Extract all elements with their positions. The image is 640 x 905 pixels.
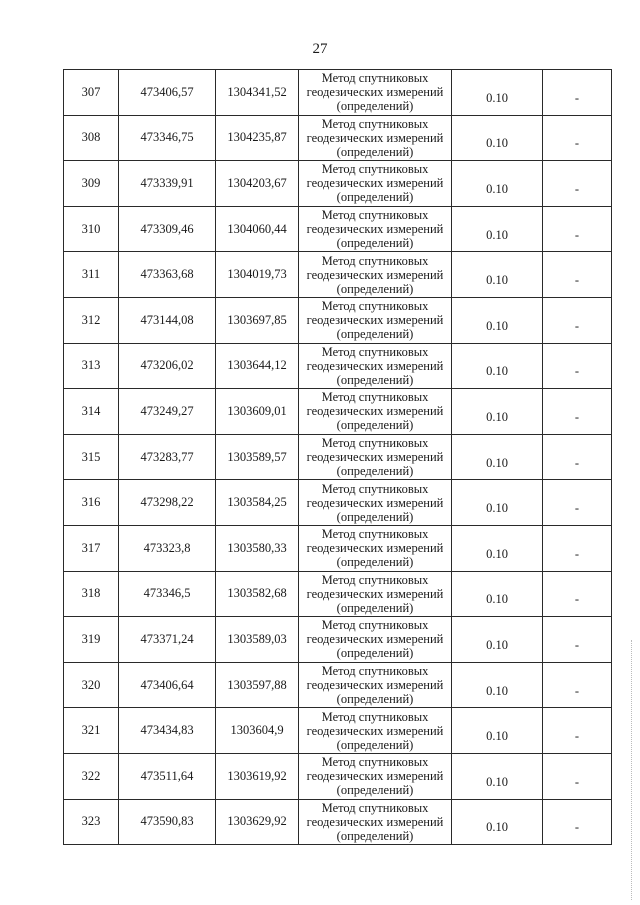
table-row bbox=[64, 343, 612, 389]
table-row bbox=[64, 252, 612, 298]
method-text-line: Метод спутниковых bbox=[321, 572, 429, 587]
method-cell bbox=[299, 389, 452, 435]
table-row bbox=[64, 799, 612, 845]
x-coordinate-cell: 473206,02 bbox=[119, 343, 216, 389]
method-text-line: геодезических измерений bbox=[306, 313, 444, 328]
method-text-line: геодезических измерений bbox=[306, 586, 444, 601]
note-cell: - bbox=[543, 480, 612, 526]
method-text-line: Метод спутниковых bbox=[321, 253, 429, 268]
point-number-cell: 312 bbox=[64, 297, 119, 343]
table-row bbox=[64, 297, 612, 343]
note-cell: - bbox=[543, 525, 612, 571]
note-cell: - bbox=[543, 708, 612, 754]
point-number-cell: 308 bbox=[64, 115, 119, 161]
note-cell: - bbox=[543, 343, 612, 389]
x-coordinate-cell: 473511,64 bbox=[119, 753, 216, 799]
y-coordinate-cell: 1303580,33 bbox=[216, 525, 299, 571]
note-cell: - bbox=[543, 70, 612, 116]
method-text-line: Метод спутниковых bbox=[321, 71, 429, 86]
method-cell bbox=[299, 571, 452, 617]
accuracy-cell: 0.10 bbox=[452, 571, 543, 617]
method-text-line: Метод спутниковых bbox=[321, 344, 429, 359]
method-text-line: Метод спутниковых bbox=[321, 436, 429, 451]
point-number-cell: 315 bbox=[64, 434, 119, 480]
method-text-line: геодезических измерений bbox=[306, 176, 444, 191]
table-row bbox=[64, 161, 612, 207]
x-coordinate-cell: 473339,91 bbox=[119, 161, 216, 207]
accuracy-cell: 0.10 bbox=[452, 662, 543, 708]
point-number-cell: 320 bbox=[64, 662, 119, 708]
note-cell: - bbox=[543, 161, 612, 207]
method-cell bbox=[299, 662, 452, 708]
method-text-line: геодезических измерений bbox=[306, 678, 444, 693]
accuracy-cell: 0.10 bbox=[452, 708, 543, 754]
method-text-line: Метод спутниковых bbox=[321, 800, 429, 815]
page-number: 27 bbox=[312, 41, 328, 57]
method-text-line: (определений) bbox=[336, 418, 414, 433]
accuracy-cell: 0.10 bbox=[452, 617, 543, 663]
accuracy-cell: 0.10 bbox=[452, 753, 543, 799]
x-coordinate-cell: 473144,08 bbox=[119, 297, 216, 343]
table-row bbox=[64, 70, 612, 116]
point-number-cell: 319 bbox=[64, 617, 119, 663]
method-cell bbox=[299, 297, 452, 343]
note-cell: - bbox=[543, 115, 612, 161]
table-row bbox=[64, 708, 612, 754]
y-coordinate-cell: 1303589,57 bbox=[216, 434, 299, 480]
accuracy-cell: 0.10 bbox=[452, 799, 543, 845]
method-text-line: геодезических измерений bbox=[306, 769, 444, 784]
x-coordinate-cell: 473346,75 bbox=[119, 115, 216, 161]
accuracy-cell: 0.10 bbox=[452, 252, 543, 298]
y-coordinate-cell: 1304060,44 bbox=[216, 206, 299, 252]
table-row bbox=[64, 434, 612, 480]
method-text-line: (определений) bbox=[336, 600, 414, 615]
method-text-line: (определений) bbox=[336, 464, 414, 479]
scan-artifact bbox=[631, 640, 638, 900]
point-number-cell: 321 bbox=[64, 708, 119, 754]
table-row bbox=[64, 389, 612, 435]
method-cell bbox=[299, 252, 452, 298]
x-coordinate-cell: 473346,5 bbox=[119, 571, 216, 617]
table-row bbox=[64, 662, 612, 708]
method-text-line: геодезических измерений bbox=[306, 130, 444, 145]
method-text-line: Метод спутниковых bbox=[321, 755, 429, 770]
accuracy-cell: 0.10 bbox=[452, 115, 543, 161]
y-coordinate-cell: 1303589,03 bbox=[216, 617, 299, 663]
method-text-line: (определений) bbox=[336, 281, 414, 296]
method-cell bbox=[299, 343, 452, 389]
note-cell: - bbox=[543, 434, 612, 480]
method-text-line: Метод спутниковых bbox=[321, 481, 429, 496]
method-text-line: геодезических измерений bbox=[306, 632, 444, 647]
method-text-line: Метод спутниковых bbox=[321, 390, 429, 405]
y-coordinate-cell: 1303629,92 bbox=[216, 799, 299, 845]
method-text-line: (определений) bbox=[336, 509, 414, 524]
y-coordinate-cell: 1303609,01 bbox=[216, 389, 299, 435]
accuracy-cell: 0.10 bbox=[452, 297, 543, 343]
method-text-line: (определений) bbox=[336, 555, 414, 570]
method-cell bbox=[299, 161, 452, 207]
method-cell bbox=[299, 708, 452, 754]
x-coordinate-cell: 473406,64 bbox=[119, 662, 216, 708]
x-coordinate-cell: 473590,83 bbox=[119, 799, 216, 845]
method-text-line: Метод спутниковых bbox=[321, 162, 429, 177]
method-text-line: геодезических измерений bbox=[306, 358, 444, 373]
method-cell bbox=[299, 70, 452, 116]
method-text-line: геодезических измерений bbox=[306, 814, 444, 829]
note-cell: - bbox=[543, 753, 612, 799]
method-cell bbox=[299, 525, 452, 571]
y-coordinate-cell: 1304203,67 bbox=[216, 161, 299, 207]
y-coordinate-cell: 1303644,12 bbox=[216, 343, 299, 389]
point-number-cell: 311 bbox=[64, 252, 119, 298]
method-text-line: (определений) bbox=[336, 692, 414, 707]
point-number-cell: 314 bbox=[64, 389, 119, 435]
coordinates-table bbox=[63, 69, 612, 845]
accuracy-cell: 0.10 bbox=[452, 206, 543, 252]
method-text-line: (определений) bbox=[336, 828, 414, 843]
accuracy-cell: 0.10 bbox=[452, 343, 543, 389]
x-coordinate-cell: 473323,8 bbox=[119, 525, 216, 571]
note-cell: - bbox=[543, 389, 612, 435]
method-text-line: (определений) bbox=[336, 646, 414, 661]
method-text-line: геодезических измерений bbox=[306, 723, 444, 738]
accuracy-cell: 0.10 bbox=[452, 389, 543, 435]
method-text-line: (определений) bbox=[336, 236, 414, 251]
note-cell: - bbox=[543, 662, 612, 708]
accuracy-cell: 0.10 bbox=[452, 480, 543, 526]
note-cell: - bbox=[543, 617, 612, 663]
x-coordinate-cell: 473283,77 bbox=[119, 434, 216, 480]
method-text-line: геодезических измерений bbox=[306, 222, 444, 237]
note-cell: - bbox=[543, 571, 612, 617]
note-cell: - bbox=[543, 252, 612, 298]
y-coordinate-cell: 1304019,73 bbox=[216, 252, 299, 298]
note-cell: - bbox=[543, 799, 612, 845]
method-cell bbox=[299, 799, 452, 845]
table-row bbox=[64, 206, 612, 252]
point-number-cell: 318 bbox=[64, 571, 119, 617]
note-cell: - bbox=[543, 297, 612, 343]
method-text-line: (определений) bbox=[336, 372, 414, 387]
method-text-line: геодезических измерений bbox=[306, 404, 444, 419]
x-coordinate-cell: 473298,22 bbox=[119, 480, 216, 526]
method-text-line: Метод спутниковых bbox=[321, 664, 429, 679]
table-row bbox=[64, 115, 612, 161]
method-text-line: (определений) bbox=[336, 737, 414, 752]
table-row bbox=[64, 525, 612, 571]
point-number-cell: 307 bbox=[64, 70, 119, 116]
point-number-cell: 323 bbox=[64, 799, 119, 845]
table-row bbox=[64, 617, 612, 663]
table-row bbox=[64, 571, 612, 617]
method-cell bbox=[299, 115, 452, 161]
method-text-line: (определений) bbox=[336, 99, 414, 114]
method-text-line: Метод спутниковых bbox=[321, 709, 429, 724]
table-row bbox=[64, 480, 612, 526]
accuracy-cell: 0.10 bbox=[452, 434, 543, 480]
method-text-line: геодезических измерений bbox=[306, 267, 444, 282]
method-cell bbox=[299, 480, 452, 526]
method-text-line: Метод спутниковых bbox=[321, 116, 429, 131]
y-coordinate-cell: 1304341,52 bbox=[216, 70, 299, 116]
method-text-line: геодезических измерений bbox=[306, 450, 444, 465]
x-coordinate-cell: 473406,57 bbox=[119, 70, 216, 116]
method-text-line: геодезических измерений bbox=[306, 85, 444, 100]
method-text-line: Метод спутниковых bbox=[321, 618, 429, 633]
x-coordinate-cell: 473434,83 bbox=[119, 708, 216, 754]
note-cell: - bbox=[543, 206, 612, 252]
method-text-line: Метод спутниковых bbox=[321, 299, 429, 314]
method-text-line: (определений) bbox=[336, 327, 414, 342]
x-coordinate-cell: 473363,68 bbox=[119, 252, 216, 298]
method-text-line: геодезических измерений bbox=[306, 541, 444, 556]
method-text-line: (определений) bbox=[336, 190, 414, 205]
method-text-line: (определений) bbox=[336, 783, 414, 798]
accuracy-cell: 0.10 bbox=[452, 525, 543, 571]
method-text-line: Метод спутниковых bbox=[321, 208, 429, 223]
point-number-cell: 309 bbox=[64, 161, 119, 207]
point-number-cell: 316 bbox=[64, 480, 119, 526]
method-cell bbox=[299, 434, 452, 480]
y-coordinate-cell: 1303582,68 bbox=[216, 571, 299, 617]
y-coordinate-cell: 1303619,92 bbox=[216, 753, 299, 799]
point-number-cell: 310 bbox=[64, 206, 119, 252]
method-cell bbox=[299, 617, 452, 663]
y-coordinate-cell: 1303597,88 bbox=[216, 662, 299, 708]
accuracy-cell: 0.10 bbox=[452, 161, 543, 207]
y-coordinate-cell: 1303604,9 bbox=[216, 708, 299, 754]
x-coordinate-cell: 473309,46 bbox=[119, 206, 216, 252]
point-number-cell: 317 bbox=[64, 525, 119, 571]
y-coordinate-cell: 1304235,87 bbox=[216, 115, 299, 161]
accuracy-cell: 0.10 bbox=[452, 70, 543, 116]
x-coordinate-cell: 473249,27 bbox=[119, 389, 216, 435]
method-cell bbox=[299, 206, 452, 252]
point-number-cell: 322 bbox=[64, 753, 119, 799]
y-coordinate-cell: 1303697,85 bbox=[216, 297, 299, 343]
method-cell bbox=[299, 753, 452, 799]
method-text-line: Метод спутниковых bbox=[321, 527, 429, 542]
method-text-line: (определений) bbox=[336, 144, 414, 159]
y-coordinate-cell: 1303584,25 bbox=[216, 480, 299, 526]
point-number-cell: 313 bbox=[64, 343, 119, 389]
x-coordinate-cell: 473371,24 bbox=[119, 617, 216, 663]
method-text-line: геодезических измерений bbox=[306, 495, 444, 510]
table-row bbox=[64, 753, 612, 799]
coordinates-table-body bbox=[64, 70, 612, 845]
